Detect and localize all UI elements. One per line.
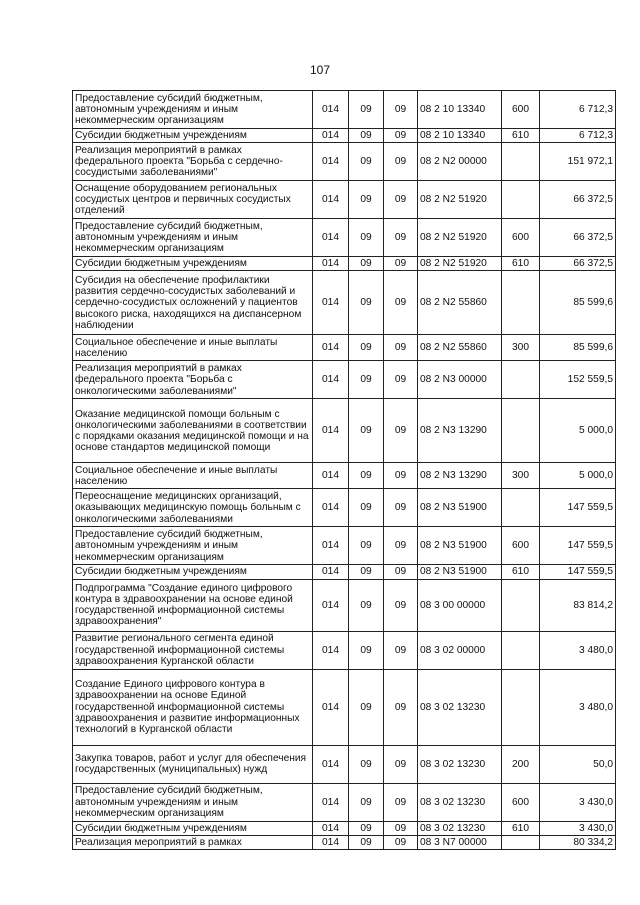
section-code-cell: 09	[349, 527, 384, 565]
subsection-code-cell: 09	[384, 335, 418, 361]
target-item-code-cell: 08 2 N3 51900	[418, 527, 502, 565]
section-code-cell: 09	[349, 143, 384, 181]
target-item-code-cell: 08 2 N2 55860	[418, 335, 502, 361]
item-name-cell: Социальное обеспечение и иные выплаты населению	[73, 335, 313, 361]
subsection-code-cell: 09	[384, 271, 418, 335]
section-code-cell: 09	[349, 361, 384, 399]
table-row	[73, 631, 616, 669]
amount-cell: 50,0	[540, 745, 616, 783]
subsection-code-cell: 09	[384, 527, 418, 565]
expense-type-code-cell	[502, 835, 540, 849]
item-name-cell: Оказание медицинской помощи больным с онкологическими заболеваниями в соответствии с порядками оказания медицинской помощи и на основе стандартов медицинской помощи	[73, 399, 313, 463]
target-item-code-cell: 08 2 N2 51920	[418, 219, 502, 257]
item-name-cell: Развитие регионального сегмента единой государственной информационной системы здравоохранения Курганской области	[73, 631, 313, 669]
section-code-cell: 09	[349, 129, 384, 143]
item-name-cell: Субсидии бюджетным учреждениям	[73, 257, 313, 271]
subsection-code-cell: 09	[384, 91, 418, 129]
target-item-code-cell: 08 3 02 13230	[418, 821, 502, 835]
expense-type-code-cell	[502, 181, 540, 219]
target-item-code-cell: 08 2 10 13340	[418, 129, 502, 143]
subsection-code-cell: 09	[384, 745, 418, 783]
target-item-code-cell: 08 3 02 13230	[418, 783, 502, 821]
admin-code-cell: 014	[313, 91, 349, 129]
table-row	[73, 129, 616, 143]
amount-cell: 3 430,0	[540, 783, 616, 821]
subsection-code-cell: 09	[384, 821, 418, 835]
section-code-cell: 09	[349, 181, 384, 219]
target-item-code-cell: 08 2 N2 55860	[418, 271, 502, 335]
table-row	[73, 783, 616, 821]
expense-type-code-cell: 300	[502, 335, 540, 361]
table-row	[73, 399, 616, 463]
target-item-code-cell: 08 2 N3 13290	[418, 399, 502, 463]
expense-type-code-cell: 300	[502, 463, 540, 489]
amount-cell: 3 480,0	[540, 669, 616, 745]
target-item-code-cell: 08 3 02 13230	[418, 745, 502, 783]
amount-cell: 147 559,5	[540, 565, 616, 579]
item-name-cell: Предоставление субсидий бюджетным, автономным учреждениям и иным некоммерческим организациям	[73, 219, 313, 257]
target-item-code-cell: 08 2 N2 51920	[418, 257, 502, 271]
amount-cell: 6 712,3	[540, 91, 616, 129]
table-row	[73, 271, 616, 335]
target-item-code-cell: 08 2 N3 51900	[418, 489, 502, 527]
target-item-code-cell: 08 3 00 00000	[418, 579, 502, 631]
section-code-cell: 09	[349, 631, 384, 669]
amount-cell: 3 430,0	[540, 821, 616, 835]
admin-code-cell: 014	[313, 783, 349, 821]
expense-type-code-cell: 600	[502, 219, 540, 257]
subsection-code-cell: 09	[384, 219, 418, 257]
amount-cell: 85 599,6	[540, 335, 616, 361]
subsection-code-cell: 09	[384, 835, 418, 849]
expense-type-code-cell: 610	[502, 821, 540, 835]
section-code-cell: 09	[349, 565, 384, 579]
admin-code-cell: 014	[313, 669, 349, 745]
item-name-cell: Субсидии бюджетным учреждениям	[73, 129, 313, 143]
subsection-code-cell: 09	[384, 399, 418, 463]
amount-cell: 147 559,5	[540, 527, 616, 565]
expense-type-code-cell	[502, 669, 540, 745]
admin-code-cell: 014	[313, 181, 349, 219]
section-code-cell: 09	[349, 821, 384, 835]
expense-type-code-cell	[502, 361, 540, 399]
table-row	[73, 91, 616, 129]
amount-cell: 3 480,0	[540, 631, 616, 669]
admin-code-cell: 014	[313, 489, 349, 527]
target-item-code-cell: 08 2 N3 13290	[418, 463, 502, 489]
section-code-cell: 09	[349, 219, 384, 257]
expense-type-code-cell: 610	[502, 129, 540, 143]
item-name-cell: Оснащение оборудованием региональных сосудистых центров и первичных сосудистых отделений	[73, 181, 313, 219]
admin-code-cell: 014	[313, 361, 349, 399]
item-name-cell: Переоснащение медицинских организаций, оказывающих медицинскую помощь больным с онкологическими заболеваниями	[73, 489, 313, 527]
table-row	[73, 463, 616, 489]
subsection-code-cell: 09	[384, 579, 418, 631]
admin-code-cell: 014	[313, 143, 349, 181]
admin-code-cell: 014	[313, 335, 349, 361]
amount-cell: 151 972,1	[540, 143, 616, 181]
section-code-cell: 09	[349, 579, 384, 631]
item-name-cell: Субсидия на обеспечение профилактики развития сердечно-сосудистых заболеваний и сердечно-сосудистых осложнений у пациентов высокого риска, находящихся на диспансерном наблюдении	[73, 271, 313, 335]
target-item-code-cell: 08 3 N7 00000	[418, 835, 502, 849]
target-item-code-cell: 08 2 10 13340	[418, 91, 502, 129]
amount-cell: 66 372,5	[540, 219, 616, 257]
expense-type-code-cell: 600	[502, 527, 540, 565]
section-code-cell: 09	[349, 463, 384, 489]
admin-code-cell: 014	[313, 835, 349, 849]
table-row	[73, 257, 616, 271]
section-code-cell: 09	[349, 271, 384, 335]
amount-cell: 5 000,0	[540, 463, 616, 489]
target-item-code-cell: 08 2 N3 00000	[418, 361, 502, 399]
section-code-cell: 09	[349, 399, 384, 463]
item-name-cell: Реализация мероприятий в рамках федерального проекта "Борьба с онкологическими заболеваниями"	[73, 361, 313, 399]
item-name-cell: Реализация мероприятий в рамках федерального проекта "Борьба с сердечно-сосудистыми заболеваниями"	[73, 143, 313, 181]
target-item-code-cell: 08 2 N2 00000	[418, 143, 502, 181]
expense-type-code-cell: 600	[502, 91, 540, 129]
admin-code-cell: 014	[313, 219, 349, 257]
amount-cell: 5 000,0	[540, 399, 616, 463]
table-row	[73, 181, 616, 219]
subsection-code-cell: 09	[384, 669, 418, 745]
table-row	[73, 335, 616, 361]
table-row	[73, 527, 616, 565]
item-name-cell: Социальное обеспечение и иные выплаты населению	[73, 463, 313, 489]
item-name-cell: Реализация мероприятий в рамках	[73, 835, 313, 849]
item-name-cell: Субсидии бюджетным учреждениям	[73, 565, 313, 579]
table-row	[73, 143, 616, 181]
target-item-code-cell: 08 2 N3 51900	[418, 565, 502, 579]
item-name-cell: Создание Единого цифрового контура в здравоохранении на основе Единой государственной информационной системы здравоохранения и развитие информационных технологий в Курганской области	[73, 669, 313, 745]
item-name-cell: Субсидии бюджетным учреждениям	[73, 821, 313, 835]
subsection-code-cell: 09	[384, 463, 418, 489]
table-row	[73, 669, 616, 745]
admin-code-cell: 014	[313, 527, 349, 565]
expense-type-code-cell	[502, 579, 540, 631]
section-code-cell: 09	[349, 835, 384, 849]
target-item-code-cell: 08 2 N2 51920	[418, 181, 502, 219]
expense-type-code-cell	[502, 489, 540, 527]
subsection-code-cell: 09	[384, 361, 418, 399]
admin-code-cell: 014	[313, 257, 349, 271]
subsection-code-cell: 09	[384, 257, 418, 271]
target-item-code-cell: 08 3 02 13230	[418, 669, 502, 745]
amount-cell: 66 372,5	[540, 257, 616, 271]
subsection-code-cell: 09	[384, 783, 418, 821]
expense-type-code-cell: 610	[502, 565, 540, 579]
subsection-code-cell: 09	[384, 181, 418, 219]
admin-code-cell: 014	[313, 579, 349, 631]
section-code-cell: 09	[349, 257, 384, 271]
table-row	[73, 565, 616, 579]
table-row	[73, 361, 616, 399]
table-row	[73, 745, 616, 783]
amount-cell: 83 814,2	[540, 579, 616, 631]
admin-code-cell: 014	[313, 129, 349, 143]
section-code-cell: 09	[349, 489, 384, 527]
amount-cell: 66 372,5	[540, 181, 616, 219]
admin-code-cell: 014	[313, 745, 349, 783]
expense-type-code-cell: 610	[502, 257, 540, 271]
subsection-code-cell: 09	[384, 631, 418, 669]
page-number: 107	[309, 63, 331, 77]
expense-type-code-cell	[502, 399, 540, 463]
section-code-cell: 09	[349, 91, 384, 129]
expense-type-code-cell	[502, 271, 540, 335]
expense-type-code-cell	[502, 631, 540, 669]
admin-code-cell: 014	[313, 565, 349, 579]
subsection-code-cell: 09	[384, 143, 418, 181]
admin-code-cell: 014	[313, 631, 349, 669]
item-name-cell: Подпрограмма "Создание единого цифрового контура в здравоохранении на основе единой государственной информационной системы здравоохранения"	[73, 579, 313, 631]
amount-cell: 6 712,3	[540, 129, 616, 143]
subsection-code-cell: 09	[384, 489, 418, 527]
admin-code-cell: 014	[313, 399, 349, 463]
amount-cell: 80 334,2	[540, 835, 616, 849]
section-code-cell: 09	[349, 783, 384, 821]
amount-cell: 152 559,5	[540, 361, 616, 399]
item-name-cell: Предоставление субсидий бюджетным, автономным учреждениям и иным некоммерческим организациям	[73, 527, 313, 565]
section-code-cell: 09	[349, 335, 384, 361]
admin-code-cell: 014	[313, 271, 349, 335]
table-row	[73, 219, 616, 257]
table-row	[73, 489, 616, 527]
subsection-code-cell: 09	[384, 565, 418, 579]
amount-cell: 147 559,5	[540, 489, 616, 527]
expense-type-code-cell: 600	[502, 783, 540, 821]
section-code-cell: 09	[349, 669, 384, 745]
expense-type-code-cell	[502, 143, 540, 181]
table-row	[73, 835, 616, 849]
admin-code-cell: 014	[313, 463, 349, 489]
budget-table	[72, 90, 616, 850]
amount-cell: 85 599,6	[540, 271, 616, 335]
item-name-cell: Предоставление субсидий бюджетным, автономным учреждениям и иным некоммерческим организациям	[73, 783, 313, 821]
admin-code-cell: 014	[313, 821, 349, 835]
section-code-cell: 09	[349, 745, 384, 783]
subsection-code-cell: 09	[384, 129, 418, 143]
table-row	[73, 821, 616, 835]
table-row	[73, 579, 616, 631]
expense-type-code-cell: 200	[502, 745, 540, 783]
item-name-cell: Закупка товаров, работ и услуг для обеспечения государственных (муниципальных) нужд	[73, 745, 313, 783]
item-name-cell: Предоставление субсидий бюджетным, автономным учреждениям и иным некоммерческим организациям	[73, 91, 313, 129]
target-item-code-cell: 08 3 02 00000	[418, 631, 502, 669]
